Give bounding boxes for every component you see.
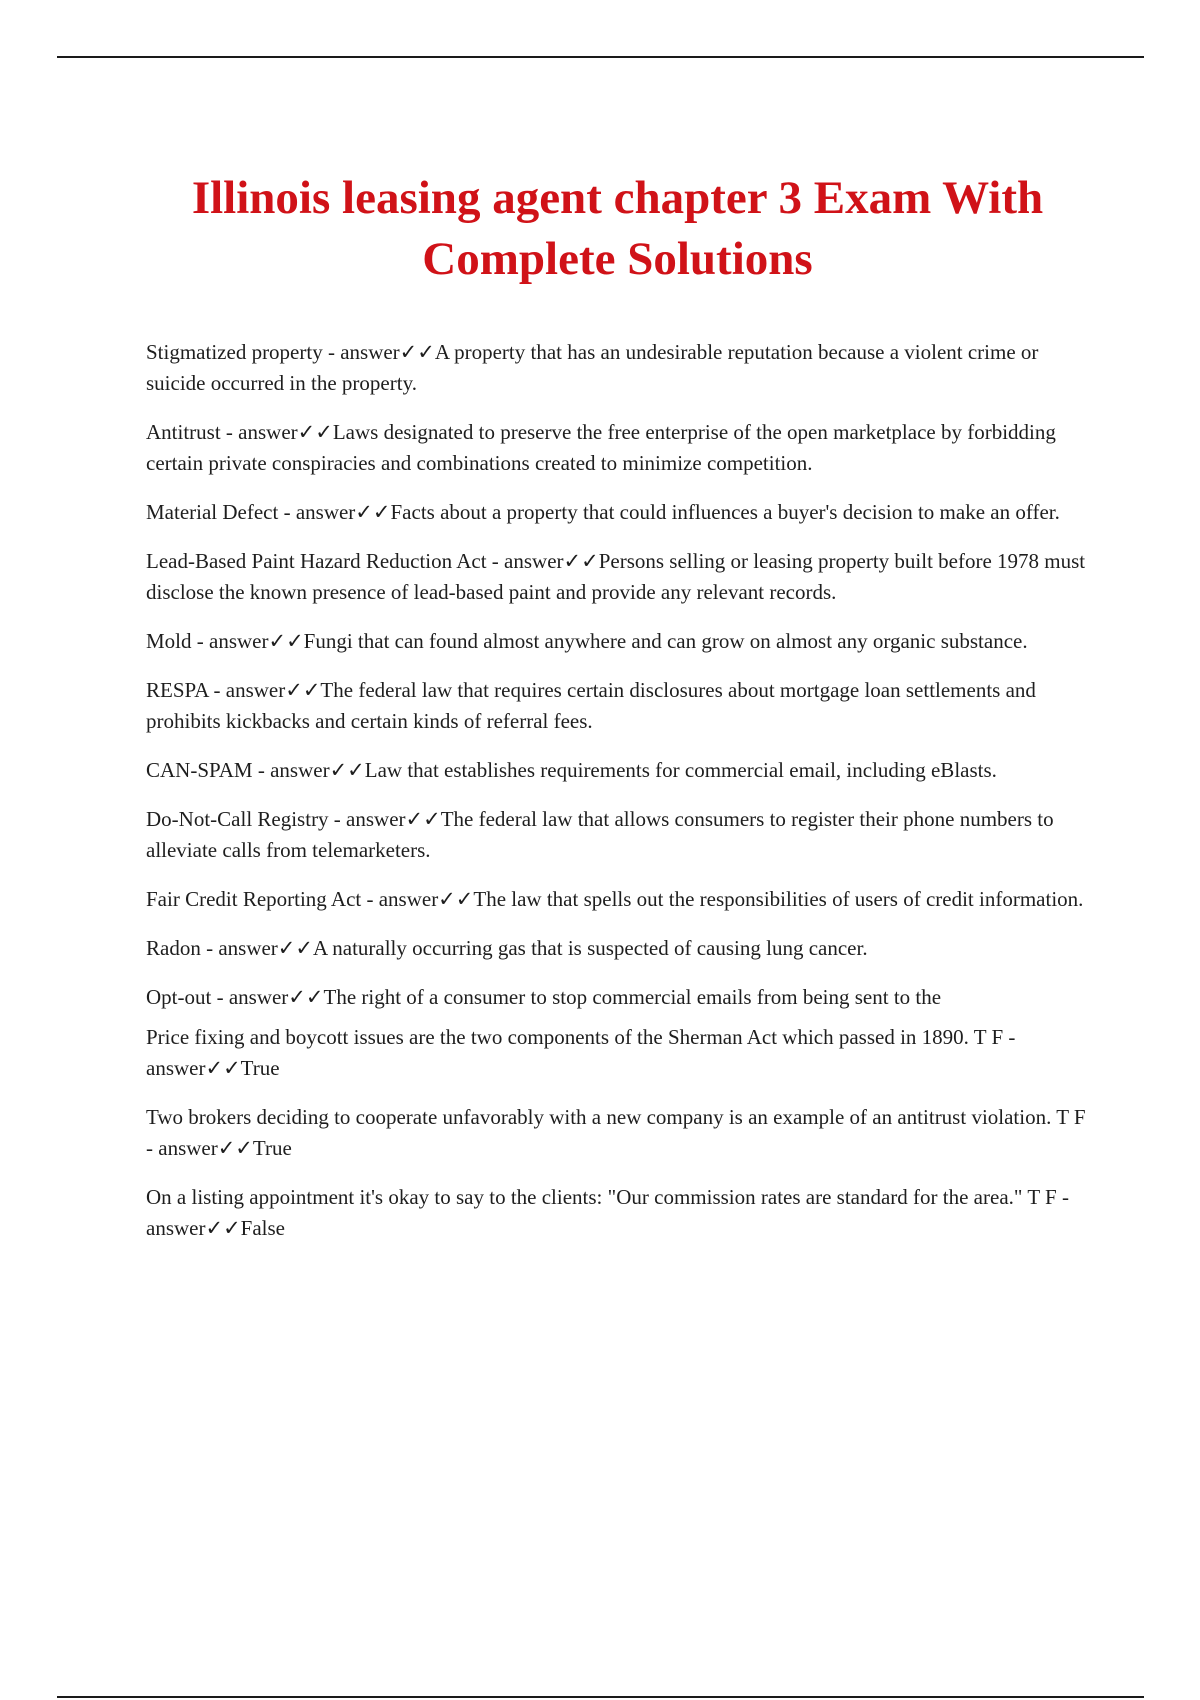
qa-item-lead-based-paint: Lead-Based Paint Hazard Reduction Act - answer✓✓Persons selling or leasing property built before 1978 must disclose the known presence of lead-based paint and provide any relevant records. xyxy=(146,549,1086,604)
qa-item-do-not-call: Do-Not-Call Registry - answer✓✓The federal law that allows consumers to register their phone numbers to alleviate calls from telemarketers. xyxy=(146,807,1054,862)
qa-item-price-fixing: Price fixing and boycott issues are the two components of the Sherman Act which passed in 1890. T F - answer✓✓True xyxy=(146,1025,1016,1080)
qa-item-can-spam: CAN-SPAM - answer✓✓Law that establishes requirements for commercial email, including eBlasts. xyxy=(146,758,997,782)
qa-item-antitrust: Antitrust - answer✓✓Laws designated to preserve the free enterprise of the open marketplace by forbidding certain private conspiracies and combinations created to minimize competition. xyxy=(146,420,1056,475)
qa-item-mold: Mold - answer✓✓Fungi that can found almost anywhere and can grow on almost any organic substance. xyxy=(146,629,1028,653)
qa-item-listing-appointment: On a listing appointment it's okay to say to the clients: "Our commission rates are standard for the area." T F - answer✓✓False xyxy=(146,1185,1069,1240)
qa-item-two-brokers: Two brokers deciding to cooperate unfavorably with a new company is an example of an antitrust violation. T F - answer✓✓True xyxy=(146,1105,1086,1160)
qa-item-fair-credit: Fair Credit Reporting Act - answer✓✓The law that spells out the responsibilities of users of credit information. xyxy=(146,887,1084,911)
qa-list xyxy=(146,337,1096,1262)
document-title: Illinois leasing agent chapter 3 Exam With Complete Solutions xyxy=(191,172,1044,285)
qa-item-stigmatized-property: Stigmatized property - answer✓✓A property that has an undesirable reputation because a violent crime or suicide occurred in the property. xyxy=(146,340,1039,395)
bottom-rule xyxy=(57,1696,1144,1698)
top-rule xyxy=(57,56,1144,58)
qa-item-respa: RESPA - answer✓✓The federal law that requires certain disclosures about mortgage loan settlements and prohibits kickbacks and certain kinds of referral fees. xyxy=(146,678,1036,733)
qa-item-radon: Radon - answer✓✓A naturally occurring gas that is suspected of causing lung cancer. xyxy=(146,936,868,960)
qa-item-opt-out: Opt-out - answer✓✓The right of a consumer to stop commercial emails from being sent to the xyxy=(146,985,942,1009)
qa-item-material-defect: Material Defect - answer✓✓Facts about a property that could influences a buyer's decision to make an offer. xyxy=(146,500,1060,524)
